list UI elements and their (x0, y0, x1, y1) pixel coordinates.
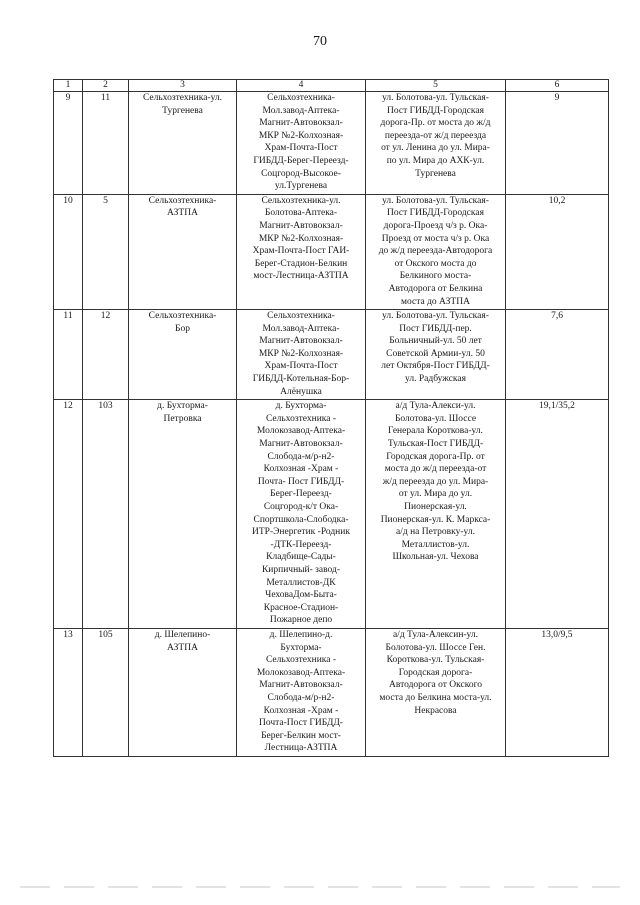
cell-line: Городская дорога-Пр. от (386, 451, 485, 462)
cell-line: Магнит-Автовокзал- (259, 118, 343, 129)
row-number-cell: 12 (54, 400, 83, 629)
cell-line: Металлистов-ул. (401, 539, 470, 550)
streets-cell (366, 310, 506, 400)
cell-line: Храм-Почта-Пост ГАИ- (252, 246, 350, 257)
column-header: 6 (506, 80, 609, 92)
cell-line: Берег-Стадион-Белкин (254, 258, 348, 269)
cell-line: ГИБДД-Берег-Переезд- (253, 155, 349, 166)
cell-line: Почта- Пост ГИБДД- (257, 476, 345, 487)
route-name-cell (129, 92, 237, 195)
cell-line: Короткова-ул. Тульская- (386, 655, 485, 666)
cell-line: мост-Лестница-АЗТПА (253, 271, 349, 282)
cell-line: моста до ж/д переезда-от (384, 464, 487, 475)
column-header: 5 (366, 80, 506, 92)
cell-line: Бор (175, 323, 190, 334)
streets-cell (366, 92, 506, 195)
cell-line: от ул. Мира до ул. (398, 489, 473, 500)
route-number-cell: 12 (83, 310, 129, 400)
cell-line: Храм-Почта-Пост (264, 361, 338, 372)
column-header: 1 (54, 80, 83, 92)
cell-line: Сельхозтехника-ул. (142, 93, 223, 103)
cell-line: Пост ГИБДД-Городская (387, 105, 484, 116)
route-name-cell (129, 400, 237, 629)
cell-line: моста до АЗТПА (401, 296, 470, 307)
cell-line: лет Октября-Пост ГИБДД- (381, 361, 490, 372)
cell-line: а/д на Петровку-ул. (396, 527, 475, 538)
cell-line: дорога-Пр. от моста до ж/д (380, 118, 491, 129)
cell-line: Автодорога от Окского (388, 680, 483, 691)
cell-line: Сельхозтехника- (148, 195, 217, 206)
page-number: 70 (313, 34, 327, 49)
table-row (54, 400, 609, 629)
cell-line: Мол.завод-Аптека- (262, 323, 340, 334)
stops-cell (237, 194, 366, 309)
cell-line: Магнит-Автовокзал- (259, 439, 343, 450)
cell-line: д. Бухторма- (275, 401, 327, 412)
cell-line: Петровка (163, 413, 202, 424)
cell-line: Храм-Почта-Пост (264, 143, 338, 154)
cell-line: д. Бухторма- (157, 401, 208, 412)
route-number-cell: 103 (83, 400, 129, 629)
cell-line: переезда-от ж/д переезда (384, 130, 487, 141)
column-header: 2 (83, 80, 129, 92)
cell-line: д. Шелепино- (154, 629, 211, 640)
cell-line: Пост ГИБДД-пер. (399, 323, 472, 334)
cell-line: ЧеховаДом-Быта- (265, 590, 337, 601)
cell-line: Автодорога от Белкина (388, 283, 483, 294)
cell-line: Советской Армии-ул. 50 (386, 348, 485, 359)
cell-line: Магнит-Автовокзал- (259, 220, 343, 231)
cell-line: Болотова-ул. Шоссе Ген. (385, 642, 486, 653)
route-number-cell: 5 (83, 194, 129, 309)
cell-line: ИТР-Энергетик -Родник (252, 527, 350, 538)
route-length-cell: 19,1/35,2 (506, 400, 609, 629)
cell-line: а/д Тула-Алекси-ул. (395, 401, 476, 412)
column-header: 4 (237, 80, 366, 92)
streets-cell (366, 628, 506, 756)
cell-line: Проезд от моста ч/з р. Ока (381, 233, 490, 244)
cell-line: Молокозавод-Аптека- (256, 667, 346, 678)
cell-line: Тургенева (415, 168, 456, 179)
stops-cell (237, 628, 366, 756)
table-row (54, 310, 609, 400)
cell-line: от Окского моста до (394, 258, 477, 269)
cell-line: Пост ГИБДД-Городская (387, 208, 484, 219)
cell-line: МКР №2-Колхозная- (258, 130, 344, 141)
routes-table (53, 79, 609, 757)
cell-line: а/д Тула-Алексин-ул. (392, 629, 479, 640)
cell-line: до ж/д переезда-Автодорога (378, 246, 493, 257)
row-number-cell: 9 (54, 92, 83, 195)
cell-line: от ул. Ленина до ул. Мира- (381, 143, 490, 154)
cell-line: моста до Белкина моста-ул. (379, 692, 492, 703)
route-number-cell: 105 (83, 628, 129, 756)
cell-line: Школьная-ул. Чехова (392, 552, 479, 563)
route-name-cell (129, 310, 237, 400)
cell-line: Алёнушка (280, 386, 322, 397)
cell-line: АЗТПА (167, 208, 198, 219)
stops-cell (237, 92, 366, 195)
cell-line: Некрасова (414, 705, 457, 716)
cell-line: Магнит-Автовокзал- (259, 336, 343, 347)
cell-line: Болотова-ул. Шоссе (394, 413, 477, 424)
cell-line: Пионерская-ул. (404, 502, 467, 512)
cell-line: Тульская-Пост ГИБДД- (387, 439, 484, 450)
row-number-cell: 13 (54, 628, 83, 756)
cell-line: Сельхозтехника- (267, 311, 335, 322)
stops-cell (237, 400, 366, 629)
cell-line: Слобода-м/р-н2- (267, 451, 335, 462)
cell-line: Генерала Короткова-ул. (388, 426, 483, 437)
cell-line: Мол.завод-Аптека- (262, 105, 340, 116)
cell-line: Спортшкола-Слободка- (253, 514, 349, 525)
cell-line: АЗТПА (167, 642, 198, 653)
cell-line: Берег-Белкин мост- (261, 730, 341, 741)
cell-line: Городская дорога- (398, 667, 473, 678)
cell-line: Сельхозтехника-ул. (261, 195, 341, 206)
route-length-cell: 9 (506, 92, 609, 195)
cell-line: Кирпичный- завод- (261, 564, 341, 575)
cell-line: Слобода-м/р-н2- (267, 692, 335, 703)
cell-line: Болотова-Аптека- (264, 208, 338, 219)
cell-line: д. Шелепино-д. (269, 629, 333, 640)
cell-line: Бухторма- (280, 642, 322, 653)
cell-line: Пожарное депо (269, 615, 333, 626)
cell-line: ул.Тургенева (274, 181, 328, 192)
cell-line: ул. Радбужская (405, 374, 466, 385)
row-number-cell: 11 (54, 310, 83, 400)
route-length-cell: 10,2 (506, 194, 609, 309)
stops-cell (237, 310, 366, 400)
table-row (54, 194, 609, 309)
cell-line: МКР №2-Колхозная- (258, 348, 344, 359)
table-body (54, 92, 609, 757)
cell-line: Соцгород-Высокое- (261, 168, 341, 179)
cell-line: Сельхозтехника - (265, 655, 337, 666)
route-number-cell: 11 (83, 92, 129, 195)
cell-line: Магнит-Автовокзал- (259, 680, 343, 691)
table-row (54, 92, 609, 195)
cell-line: ГИБДД-Котельная-Бор- (252, 374, 350, 385)
cell-line: Колхозная -Храм - (263, 464, 339, 475)
table-row (54, 628, 609, 756)
route-length-cell: 13,0/9,5 (506, 628, 609, 756)
scan-footer-noise (20, 886, 620, 888)
table-header-row (54, 80, 609, 92)
column-header: 3 (129, 80, 237, 92)
cell-line: -ДТК-Переезд- (270, 539, 332, 550)
cell-line: дорога-Проезд ч/з р. Ока- (383, 220, 488, 231)
cell-line: ул. Болотова-ул. Тульская- (382, 311, 489, 322)
cell-line: ж/д переезда до ул. Мира- (382, 476, 489, 487)
route-name-cell (129, 194, 237, 309)
cell-line: Сельхозтехника - (265, 413, 337, 424)
cell-line: Молокозавод-Аптека- (256, 426, 346, 437)
cell-line: Белкиного моста- (399, 271, 472, 282)
cell-line: Сельхозтехника- (267, 93, 335, 103)
cell-line: МКР №2-Колхозная- (258, 233, 344, 244)
cell-line: Почта-Пост ГИБДД- (259, 718, 343, 729)
cell-line: по ул. Мира до АХК-ул. (386, 155, 485, 166)
cell-line: Тургенева (162, 105, 203, 116)
route-name-cell (129, 628, 237, 756)
streets-cell (366, 400, 506, 629)
cell-line: Колхозная -Храм - (263, 705, 339, 716)
cell-line: Пионерская-ул. К. Маркса- (380, 514, 491, 525)
streets-cell (366, 194, 506, 309)
cell-line: Соцгород-к/т Ока- (263, 502, 339, 512)
cell-line: Кладбище-Сады- (266, 552, 336, 563)
cell-line: ул. Болотова-ул. Тульская- (382, 93, 489, 103)
cell-line: Больничный-ул. 50 лет (389, 336, 482, 347)
cell-line: Берег-Переезд- (270, 489, 332, 500)
route-length-cell: 7,6 (506, 310, 609, 400)
cell-line: Красное-Стадион- (263, 602, 339, 613)
cell-line: Металлистов-ДК (266, 577, 336, 588)
cell-line: ул. Болотова-ул. Тульская- (382, 195, 489, 206)
cell-line: Лестница-АЗТПА (264, 743, 338, 754)
cell-line: Сельхозтехника- (148, 311, 217, 322)
row-number-cell: 10 (54, 194, 83, 309)
